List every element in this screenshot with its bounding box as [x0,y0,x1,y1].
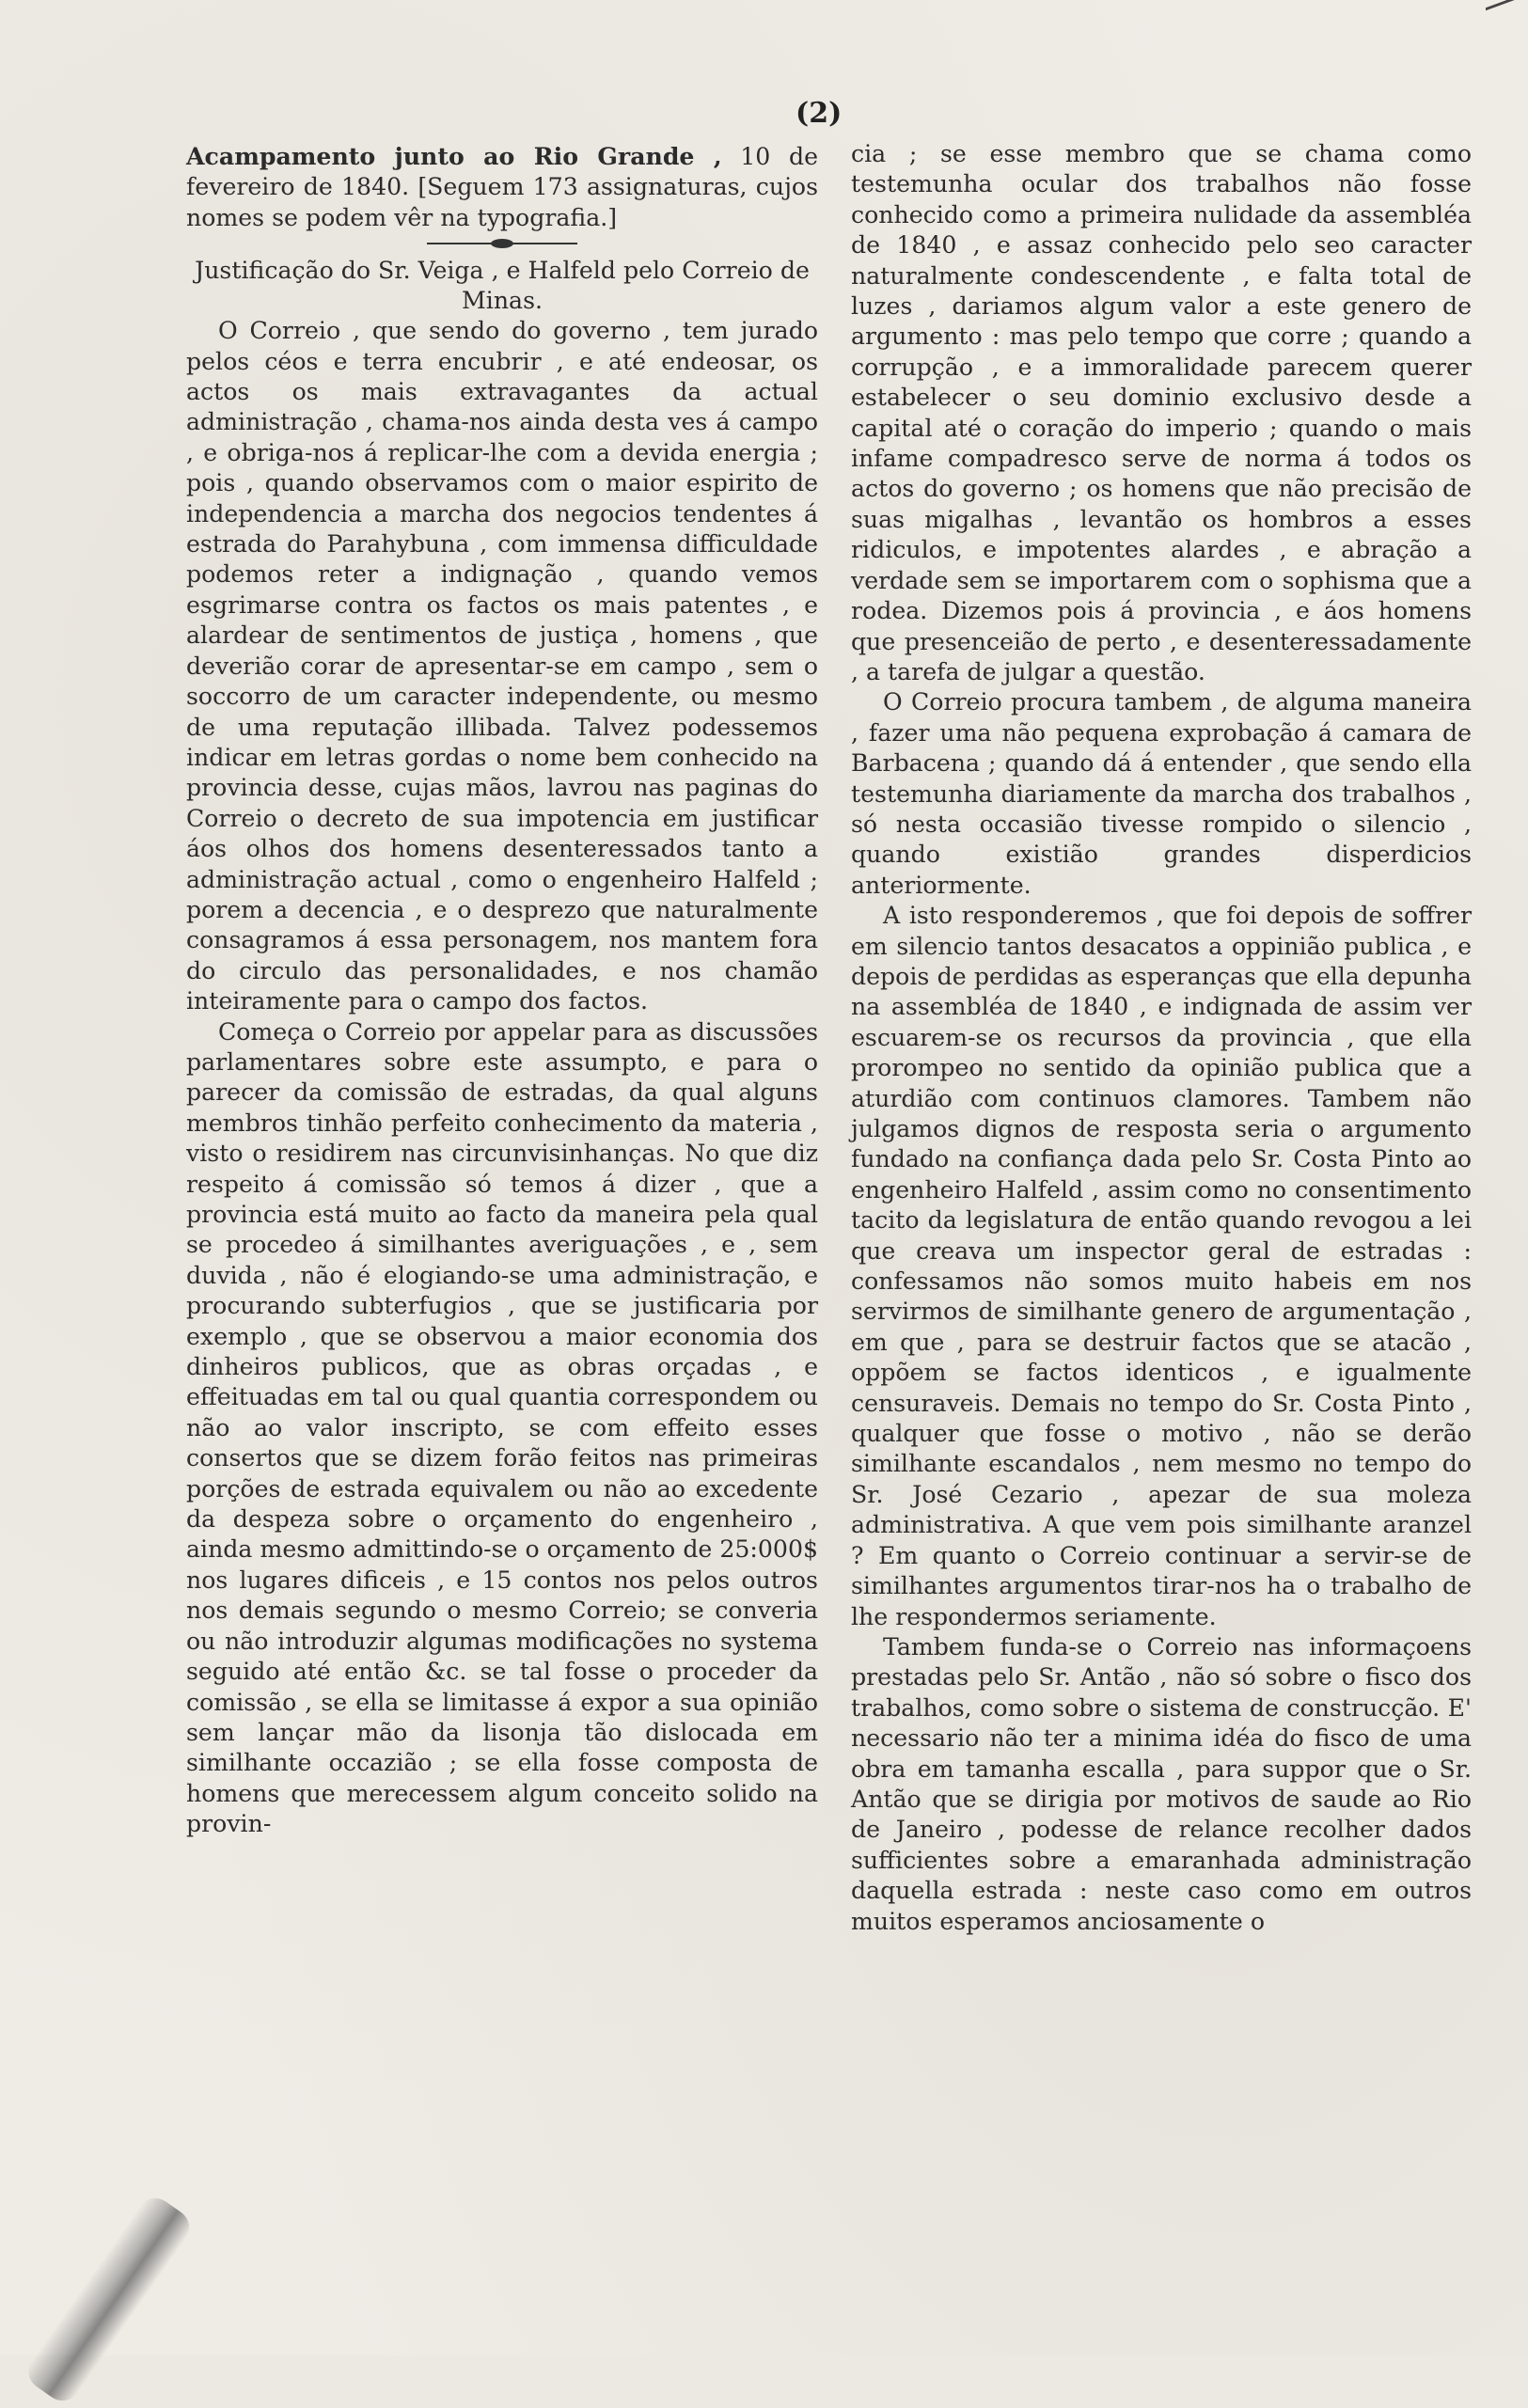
paragraph: cia ; se esse membro que se chama como testemunha ocular dos trabalhos não fosse conhecido como a primeira nulidade da assembléa de 1840 , e assaz conhecido pelo seo caracter naturalmente condescendente , e falta total de luzes , dariamos algum valor a este genero de argumento : mas pelo tempo que corre ; quando a corrupção , e a immoralidade parecem querer estabelecer o seu dominio exclusivo desde a capital até o coração do imperio ; quando o mais infame compadresco serve de norma á todos os actos do governo ; os homens que não precisão de suas migalhas , levantão os hombros a esses ridiculos, e impotentes alardes , e abração a verdade sem se importarem com o sophisma que a rodea. Dizemos pois á provincia , e áos homens que presenceião de perto , e desenteressadamente , a tarefa de julgar a questão. [851,140,1472,685]
paragraph: A isto responderemos , que foi depois de soffrer em silencio tantos desacatos a oppinião publica , e depois de perdidas as esperanças que ella depunha na assembléa de 1840 , e indignada de assim ver escuarem-se os recursos da provincia , que ella prorompeo no sentido da opinião publica que a aturdião com continuos clamores. Tambem não julgamos dignos de resposta seria o argumento fundado na confiança dada pelo Sr. Costa Pinto ao engenheiro Halfeld , assim como no consentimento tacito da legislatura de então quando revogou a lei que creava um inspector geral de estradas : confessamos não somos muito habeis em nos servirmos de similhante genero de argumentação , em que , para se destruir factos que se atacão , oppõem se factos identicos , e igualmente censuraveis. Demais no tempo do Sr. Costa Pinto , qualquer que fosse o motivo , não se derão similhante escandalos , nem mesmo no tempo do Sr. José Cezario , apezar de sua moleza administrativa. A que vem pois similhante aranzel ? Em quanto o Correio continuar a servir-se de similhantes argumentos tirar-nos ha o trabalho de lhe respondermos seriamente. [851,902,1472,1630]
paragraph: O Correio , que sendo do governo , tem jurado pelos céos e terra encubrir , e até endeosar, os actos os mais extravagantes da actual administração , chama-nos ainda desta ves á campo , e obriga-nos á replicar-lhe com a devida energia ; pois , quando observamos com o maior espirito de independencia a marcha dos negocios tendentes á estrada do Parahybuna , com immensa difficuldade podemos reter a indignação , quando vemos esgrimarse contra os factos os mais patentes , e alardear de sentimentos de justiça , homens , que deverião corar de apresentar-se em campo , sem o soccorro de um caracter independente, ou mesmo de uma reputação illibada. Talvez podessemos indicar em letras gordas o nome bem conhecido na provincia desse, cujas mãos, lavrou nas paginas do Correio o decreto de sua impotencia em justificar áos olhos dos homens desenteressados tanto a administração actual , como o engenheiro Halfeld ; porem a decencia , e o desprezo que naturalmente consagramos á essa personagem, nos mantem fora do circulo das personalidades, e nos chamão inteiramente para o campo dos factos. [186,317,818,1015]
page-number: (2) [796,97,843,130]
left-column [186,141,818,1840]
header-block [186,141,818,233]
paragraph: Começa o Correio por appelar para as discussões parlamentares sobre este assumpto, e para o parecer da comissão de estradas, da qual alguns membros tinhão perfeito conhecimento da materia , visto o residirem nas circunvisinhanças. No que diz respeito á comissão só temos á dizer , que a provincia está muito ao facto da maneira pela qual se procedeo á similhantes averiguações , e , sem duvida , não é elogiando-se uma administração, e procurando subterfugios , que se justificaria por exemplo , que se observou a maior economia dos dinheiros publicos, que as obras orçadas , e effeituadas em tal ou qual quantia correspondem ou não ao valor inscripto, se com effeito esses consertos que se dizem forão feitos nas primeiras porções de estrada equivalem ou não ao excedente da despeza sobre o orçamento do engenheiro , ainda mesmo admittindo-se o orçamento de 25:000$ nos lugares dificeis , e 15 contos nos pelos outros nos demais segundo o mesmo Correio; se converia ou não introduzir algumas modificações no systema seguido até então &c. se tal fosse o proceder da comissão , se ella se limitasse á expor a sua opinião sem lançar mão da lisonja tão dislocada em similhante occazião ; se ella fosse composta de homens que merecessem algum conceito solido na provin- [186,1017,818,1838]
paragraph: O Correio procura tambem , de alguma maneira , fazer uma não pequena exprobação á camara de Barbacena ; quando dá á entender , que sendo ella testemunha diariamente da marcha dos trabalhos , só nesta occasião tivesse rompido o silencio , quando existião grandes disperdicios anteriormente. [851,688,1472,899]
ornamental-divider [427,239,577,248]
article-title: Justificação do Sr. Veiga , e Halfeld pelo Correio de Minas. [195,257,810,315]
header-location: Acampamento junto ao Rio Grande , [186,142,722,170]
paragraph: Tambem funda-se o Correio nas informaçoens prestadas pelo Sr. Antão , não só sobre o fisco dos trabalhos, como sobre o sistema de construcção. E' necessario não ter a minima idéa do fisco de uma obra em tamanha escalla , para suppor que o Sr. Antão que se dirigia por motivos de saude ao Rio de Janeiro , podesse de relance recolher dados sufficientes sobre a emaranhada administração daquella estrada : neste caso como em outros muitos esperamos anciosamente o [851,1632,1472,1935]
right-column [851,139,1472,1937]
header-details: 10 de fevereiro de 1840. [Seguem 173 assignaturas, cujos nomes se podem vêr na typografia.] [186,143,819,231]
